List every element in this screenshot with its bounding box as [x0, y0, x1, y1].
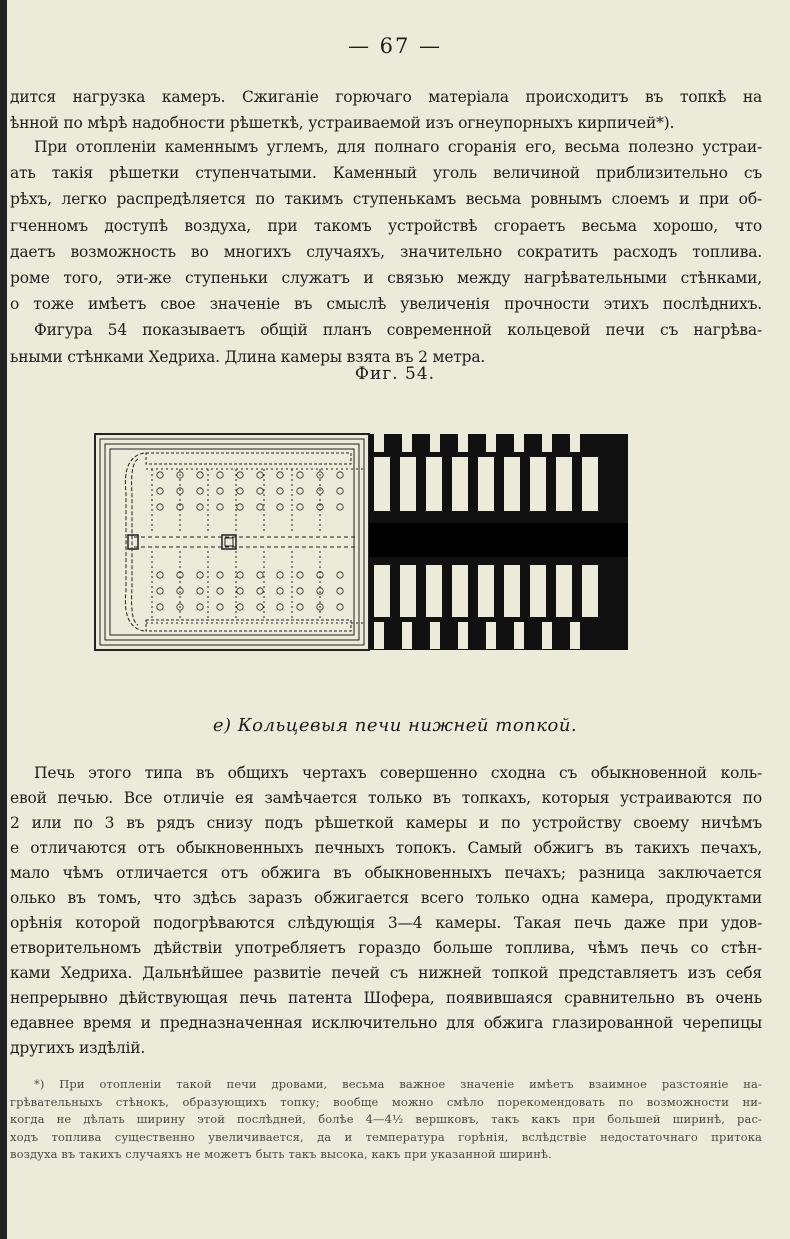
- text-line: мало чѣмъ отличается отъ обжига въ обыкновенныхъ печахъ; разница заключается: [10, 864, 762, 882]
- paragraph-1: [10, 84, 762, 136]
- text-line: гченномъ доступѣ воздуха, при такомъ устройствѣ сгораетъ весьма хорошо, что: [10, 216, 762, 235]
- text-line: о тоже имѣетъ свое значеніе въ смыслѣ увеличенія прочности этихъ послѣднихъ.: [10, 295, 762, 314]
- footnote-line: грѣвательныхъ стѣнокъ, образующихъ топку; вообще можно смѣло порекомендовать по возможности ни-: [10, 1094, 762, 1109]
- text-line: дится нагрузка камеръ. Сжиганіе горючаго матеріала происходитъ въ топкѣ на: [10, 88, 762, 106]
- text-line: ѣнной по мѣрѣ надобности рѣшеткѣ, устраиваемой изъ огнеупорныхъ кирпичей*).: [10, 114, 675, 133]
- text-line: рѣхъ, легко распредѣляется по такимъ ступенькамъ весьма ровнымъ слоемъ и при об-: [10, 190, 762, 209]
- text-line: е отличаются отъ обыкновенныхъ печныхъ топокъ. Самый обжигъ въ такихъ печахъ,: [10, 839, 762, 857]
- footnote-line: ходъ топлива существенно увеличивается, да и температура горѣнія, вслѣдствіе недостаточнаго притока: [10, 1129, 762, 1144]
- text-line: Фигура 54 показываетъ общій планъ современной кольцевой печи съ нагрѣва-: [34, 321, 762, 340]
- text-line: етворительномъ дѣйствіи употребляетъ гораздо больше топлива, чѣмъ печь со стѣн-: [10, 939, 762, 957]
- kiln-plan-figure: [94, 433, 629, 651]
- text-line: При отопленіи каменнымъ углемъ, для полнаго сгоранія его, весьма полезно устраи-: [34, 138, 762, 156]
- page-number: — 67 —: [347, 34, 443, 58]
- text-line: 2 или по 3 въ рядъ снизу подъ рѣшеткой камеры и по устройству своему ничѣмъ: [10, 814, 762, 832]
- paragraph-2: [10, 134, 762, 370]
- figure-caption: Фиг. 54.: [354, 364, 436, 384]
- text-line: едавнее время и предназначенная исключительно для обжига глазированной черепицы: [10, 1014, 762, 1032]
- book-spine-edge: [0, 0, 7, 1239]
- footnote-line: когда не дѣлать ширину этой послѣдней, болѣе 4—4½ вершковъ, такъ какъ при большей ширинѣ, рас-: [10, 1112, 762, 1126]
- footnote-line: воздуха въ такихъ случаяхъ не можетъ быть такъ высока, какъ при указанной ширинѣ.: [10, 1147, 552, 1161]
- kiln-left-half-drawing: [95, 434, 369, 650]
- text-line: непрерывно дѣйствующая печь патента Шофера, появившаяся сравнительно въ очень: [10, 989, 762, 1007]
- kiln-right-half-section: [369, 434, 628, 650]
- text-line: орѣнія которой подогрѣваются слѣдующія 3—4 камеры. Такая печь даже при удов-: [10, 914, 762, 932]
- text-line: Печь этого типа въ общихъ чертахъ совершенно сходна съ обыкновенной коль-: [34, 764, 762, 782]
- footnote-line: *) При отопленіи такой печи дровами, весьма важное значеніе имѣетъ взаимное разстояніе на-: [34, 1077, 762, 1091]
- text-line: олько въ томъ, что здѣсь заразъ обжигается всего только одна камера, продуктами: [10, 889, 762, 907]
- text-line: ать такія рѣшетки ступенчатыми. Каменный уголь величиной приблизительно съ: [10, 164, 762, 183]
- text-line: евой печью. Все отличіе ея замѣчается только въ топкахъ, которыя устраиваются по: [10, 789, 762, 807]
- text-line: даетъ возможность во многихъ случаяхъ, значительно сократить расходъ топлива.: [10, 242, 762, 261]
- footnote: [10, 1076, 762, 1164]
- text-line: ками Хедриха. Дальнѣйшее развитіе печей съ нижней топкой представляетъ изъ себя: [10, 964, 762, 982]
- paragraph-3: [10, 761, 762, 1061]
- section-heading: е) Кольцевыя печи нижней топкой.: [212, 715, 578, 736]
- text-line: другихъ издѣлій.: [10, 1039, 146, 1057]
- text-line: роме того, эти-же ступеньки служатъ и связью между нагрѣвательными стѣнками,: [10, 269, 762, 288]
- text-line: ьными стѣнками Хедриха. Длина камеры взята въ 2 метра.: [10, 347, 486, 366]
